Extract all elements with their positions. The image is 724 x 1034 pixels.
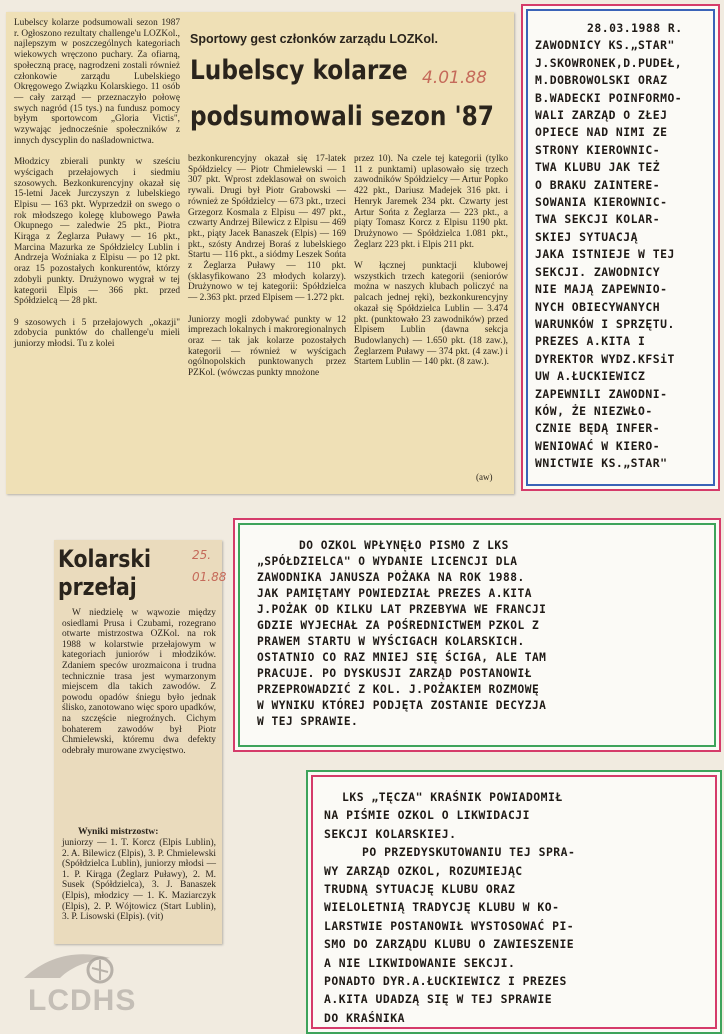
clipping-headline-line2: podsumowali sezon '87 [190,101,494,132]
note-line: JAK PAMIĘTAMY POWIEDZIAŁ PREZES A.KITA [257,587,532,600]
note-star-text [535,20,683,473]
note-tecza-text [324,788,575,1027]
note-line: W TEJ SPRAWIE. [257,715,359,728]
clipping-headline-line1: Lubelscy kolarze [190,55,408,86]
note-line: JAKA ISTNIEJE W TEJ [535,247,675,262]
note-line: PO PRZEDYSKUTOWANIU TEJ SPRA- [362,845,576,860]
note-line: ZAWODNICY KS.„STAR" [535,38,675,53]
note-line: B.WADECKI POINFORMO- [535,90,683,105]
handwritten-note-star [521,4,720,491]
note-line: NIE MAJĄ ZAPEWNIO- [535,282,668,297]
note-line: KÓW, ŻE NIEZWŁO- [535,403,653,418]
cyclist-wing-icon [20,948,130,988]
note-line: „SPÓŁDZIELCA" O WYDANIE LICENCJI DLA [257,555,518,568]
note-line: PRACUJE. PO DYSKUSJI ZARZĄD POSTANOWIŁ [257,667,532,680]
clipping-date-stamp: 4.01.88 [422,68,487,88]
note-line: SOWANIA KIEROWNIC- [535,195,668,210]
clipping-kicker: Sportowy gest członków zarządu LOZKol. [190,32,438,46]
note-line: PRAWEM STARTU W WYŚCIGACH KOLARSKICH. [257,635,525,648]
note-line: TWA SEKCJI KOLAR- [535,212,661,227]
clipping-column-3: przez 10). Na czele tej kategorii (tylko 11 z punktami) uplasowało się trzech zawodników Spółdzielcy — Artur Popko 422 pkt., Dariusz Madejek 316 pkt. i Henryk Jaremek 234 pkt. Czwarty jest Artur Sońta z Żeglarza — 223 pkt., a piąty Tomasz Korcz z Elpisu 1190 pkt. Drużynowo — Spółdzielca 1.081 pkt., Żeglarz 223 pkt. i Elpis 211 pkt. W łącznej punktacji klubowej wszystkich trzech kategorii (seniorów można w naszych klubach policzyć na palcach jednej ręki), bezkonkurencyjny okazał się Spółdzielca Lublin — 3.474 pkt. (punktowało 23 zawodników) przed Elpisem Lublin (dawna sekcja Budowlanych) — 1.650 pkt. (18 zaw.), Żeglarzem Puławy — 374 pkt. (4 zaw.) i Startem Lublin — 140 pkt. (8 zaw.). [354,154,508,368]
note-line: WALI ZARZĄD O ZŁEJ [535,108,668,123]
note-line: PRZEPROWADZIĆ Z KOL. J.POŻAKIEM ROZMOWĘ [257,683,540,696]
note-line: ZAPEWNILI ZAWODNI- [535,386,668,401]
note-line: LARSTWIE POSTANOWIŁ WYSTOSOWAĆ PI- [324,918,575,933]
note-line: O BRAKU ZAINTERE- [535,177,661,192]
note-line: WENIOWAĆ W KIERO- [535,438,661,453]
date-stamp-day: 25. [192,548,212,562]
note-line: SMO DO ZARZĄDU KLUBU O ZAWIESZENIE [324,937,575,952]
clipping-cross-results: juniorzy — 1. T. Korcz (Elpis Lublin), 2. A. Bilewicz (Elpis), 3. P. Chmielewski (Spółdzielca Lublin), juniorzy młodsi — 1. P. Kirąga (Żeglarz Puławy), 2. M. Susek (Spółdzielca), 3. J. Banaszek (Elpis), młodzicy — 1. K. Maziarczyk (Elpis), 2. P. Wójtowicz (Start Lublin), 3. P. Lisowski (Elpis). (vit) [62,838,216,923]
note-line: SKIEJ SYTUACJĄ [535,229,639,244]
clipping-cross-results-title: Wyniki mistrzostw: [78,826,159,837]
note-line: A.KITA UDADZĄ SIĘ W TEJ SPRAWIE [324,992,553,1007]
note-line: DYREKTOR WYDZ.KFSiT [535,351,675,366]
handwritten-note-licence [233,518,721,752]
note-line: SEKCJI. ZAWODNICY [535,264,661,279]
note-line: TRUDNĄ SYTUACJĘ KLUBU ORAZ [324,882,516,897]
clipping-cross-headline-line2: przełaj [58,573,137,601]
note-line: A NIE LIKWIDOWANIE SEKCJI. [324,955,516,970]
note-line: M.DOBROWOLSKI ORAZ [535,73,668,88]
clipping-cross-headline-line1: Kolarski [58,545,151,573]
note-line: CZNIE BĘDĄ INFER- [535,421,661,436]
note-line: LKS „TĘCZA" KRAŚNIK POWIADOMIŁ [342,790,563,804]
clipping-cross-body: W niedzielę w wąwozie między osiedlami Prusa i Czubami, rozegrano otwarte mistrzostwa OZKol. na rok 1988 w kolarstwie przełajowym w kategoriach juniorów i młodzików. Zdaniem speców urozmaicona i trudna technicznie trasa jest wymarzonym miejscem dla takich zawodów. Z powodu opadów śniegu było jednak ślisko, zanotowano więc sporo upadków, na szczęście niegroźnych. Cichym bohaterem zawodów był Piotr Chmielewski, któremu dwa defekty odebrały murowane zwycięstwo. [62,608,216,756]
clipping-column-1: Lubelscy kolarze podsumowali sezon 1987 r. Ogłoszono rezultaty challenge'u LOZKol., najlepszym w poszczególnych kategoriach wiekowych wręczono puchary. Za ofiarną, społeczną pracę, nagrodzeni zostali również członkowie zarządu Lubelskiego Okręgowego Związku Kolarskiego. 11 osób — cały zarząd — przeznaczyło połowę swych nagród (15 tys.) na fundusz pomocy byłym sportowcom „Gloria Victis", wzywając jednocześnie społeczników z innych dyscyplin do naśladownictwa. Młodzicy zbierali punkty w sześciu wyścigach przełajowych i siedmiu szosowych. Bezkonkurencyjny okazał się 15-letni Jacek Jurczyszyn z lubelskiego Elpisu — 163 pkt. Wyprzedził on swego o rok młodszego kolegę klubowego Pawła Okupnego — zaledwie 25 pkt., Piotra Kirąga z Żeglarza Puławy — 16 pkt., Marcina Mazurka ze Spółdzielcy Lublin i Andrzeja Woźniaka z Elpisu — po 12 pkt. oraz 15 pozostałych konkurentów, którzy zdobyli punkty. Drużynowo wygrał w tej kategorii Elpis — 366 pkt. przed Spółdzielcą — 28 pkt. 9 szosowych i 5 przełajowych „okazji" zdobycia punktów do challenge'u mieli juniorzy młodsi. Tu z kolei [14,18,180,350]
clipping-column-2: bezkonkurencyjny okazał się 17-latek Spółdzielcy — Piotr Chmielewski — 1 307 pkt. Wprost zdeklasował on swoich rywali. Drugi był Piotr Grabowski — również ze Spółdzielcy — 673 pkt., trzeci Grzegorz Kosmala z Elpisu — 497 pkt., czwarty Andrzej Bilewicz z Elpisu — 469 pkt., piąty Jacek Banaszek (Elpis) — 169 pkt., szósty Andrzej Boraś z lubelskiego Startu — 116 pkt., a siódmy Leszek Sońta z Żeglarza Puławy — 110 pkt. (sklasyfikowano 23 młodych kolarzy). Drużynowo w tej kategorii: Spółdzielca — 2.363 pkt. przed Elpisem — 1.272 pkt. Juniorzy mogli zdobywać punkty w 12 imprezach lokalnych i makroregionalnych oraz — tak jak kolarze pozostałych kategorii — również w wyścigach ogólnopolskich punktowanych przez PZKol. (wówczas punkty mnożone [188,154,346,379]
note-line: PREZES A.KITA I [535,334,646,349]
note-line: DO KRAŚNIKA [324,1010,405,1025]
note-line: STRONY KIEROWNIC- [535,142,661,157]
note-line: NA PIŚMIE OZKOL O LIKWIDACJI [324,808,531,823]
note-line: OPIECE NAD NIMI ZE [535,125,668,140]
note-line: GDZIE WYJECHAŁ ZA POŚREDNICTWEM PZKOL Z [257,619,540,632]
newspaper-clipping-cross [54,540,227,944]
note-line: DO OZKOL WPŁYNĘŁO PISMO Z LKS [299,539,509,552]
note-line: SEKCJI KOLARSKIEJ. [324,826,457,841]
handwritten-note-tecza [306,770,722,1034]
newspaper-clipping-season [6,12,514,494]
lcdhs-logo [20,948,140,1020]
note-line: WNICTWIE KS.„STAR" [535,456,668,471]
note-line: J.SKOWRONEK,D.PUDEŁ, [535,55,683,70]
logo-text: LCDHS [28,984,137,1017]
note-line: WIELOLETNIĄ TRADYCJĘ KLUBU W KO- [324,900,560,915]
note-line: WARUNKÓW I SPRZĘTU. [535,316,675,331]
note-line: UW A.ŁUCKIEWICZ [535,369,646,384]
note-line: OSTATNIO CO RAZ MNIEJ SIĘ ŚCIGA, ALE TAM [257,651,547,664]
note-line: TWA KLUBU JAK TEŻ [535,160,661,175]
clipping-cross-date-stamp [192,544,226,588]
note-line: WY ZARZĄD OZKOL, ROZUMIEJĄC [324,863,523,878]
note-line: J.POŻAK OD KILKU LAT PRZEBYWA WE FRANCJI [257,603,547,616]
note-licence-text [257,538,546,730]
clipping-signature: (aw) [476,472,493,482]
note-line: ZAWODNIKA JANUSZA POŻAKA NA ROK 1988. [257,571,525,584]
date-stamp-month: 01.88 [192,570,227,584]
note-line: NYCH OBIECYWANYCH [535,299,661,314]
note-line: PONADTO DYR.A.ŁUCKIEWICZ I PREZES [324,974,567,989]
note-line: 28.03.1988 R. [587,21,683,35]
note-line: W WYNIKU KTÓREJ PODJĘTA ZOSTANIE DECYZJA [257,699,547,712]
